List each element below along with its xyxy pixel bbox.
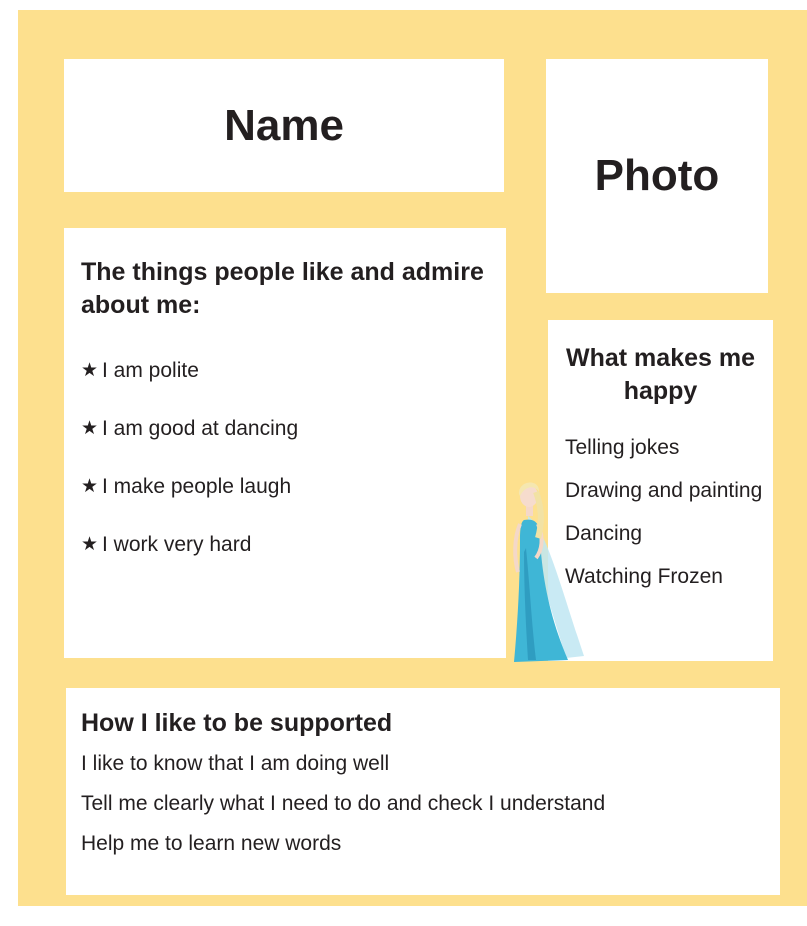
list-item: Help me to learn new words	[81, 832, 342, 855]
support-heading: How I like to be supported	[81, 709, 393, 737]
admire-heading: The things people like and admire about me:	[81, 258, 484, 319]
list-item: I like to know that I am doing well	[81, 752, 390, 775]
list-item: Dancing	[565, 522, 643, 545]
star-icon: ★	[81, 534, 99, 555]
happy-heading: What makes me happy	[566, 344, 755, 405]
support-panel	[66, 688, 780, 895]
list-item: ★ I am polite	[81, 359, 506, 417]
list-item: Drawing and painting	[565, 479, 763, 502]
admire-panel	[64, 228, 506, 658]
list-item: Tell me clearly what I need to do and check I understand	[81, 792, 606, 815]
photo-box	[546, 59, 768, 293]
star-icon: ★	[81, 476, 99, 497]
name-label: Name	[224, 100, 344, 150]
list-item: ★ I am good at dancing	[81, 417, 506, 475]
list-item: ★ I work very hard	[81, 533, 506, 591]
elsa-character-image	[506, 468, 586, 668]
admire-list	[81, 359, 506, 591]
star-icon: ★	[81, 360, 99, 381]
profile-poster	[18, 10, 807, 906]
list-item: Watching Frozen	[565, 565, 723, 588]
photo-label: Photo	[594, 151, 720, 200]
list-item: ★ I make people laugh	[81, 475, 506, 533]
support-list	[81, 747, 780, 861]
list-item: Telling jokes	[565, 436, 680, 459]
name-box	[64, 59, 504, 192]
star-icon: ★	[81, 418, 99, 439]
